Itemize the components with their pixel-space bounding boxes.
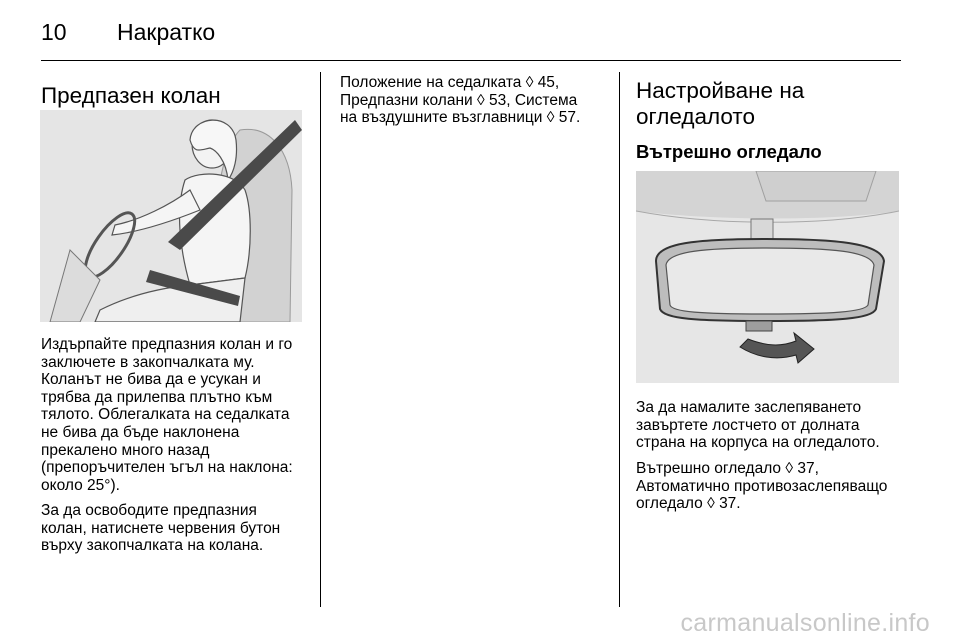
reference-page[interactable]: 45, (537, 74, 560, 91)
page-number: 10 (41, 19, 67, 45)
reference-label: Положение на седалката (340, 74, 526, 91)
xref-icon: ◊ (476, 91, 485, 109)
seat-belt-paragraph-1: Издърпайте предпазния колан и го заключете в закопчалката му. Коланът не бива да е усукан и трябва да прилепва плътно към тялото. Облегалката на седалката не бива да бъде наклонена прекалено много назад (препоръчителен ъгъл на наклона: около 25°). (41, 336, 293, 494)
watermark: carmanualsonline.info (680, 609, 930, 637)
seat-belt-illustration (40, 110, 302, 322)
reference-line-autodim (636, 478, 916, 496)
seat-belt-heading: Предпазен колан (41, 83, 221, 108)
reference-page[interactable]: 37, (797, 460, 819, 477)
reference-page[interactable]: 37. (719, 495, 741, 513)
mirror-adjustment-heading: Настройване на огледалото (636, 78, 805, 129)
header-rule (41, 60, 901, 61)
mirror-references (636, 460, 916, 513)
mirror-paragraph: За да намалите заслепяването завъртете лостчето от долната страна на корпуса на огледалото. (636, 399, 880, 452)
column-divider-1 (320, 72, 321, 607)
reference-line-seat-position (340, 74, 610, 92)
reference-page[interactable]: 53, Система (488, 91, 578, 109)
interior-mirror-subheading: Вътрешно огледало (636, 141, 822, 162)
reference-label: Автоматично противозаслепяващо (636, 477, 888, 495)
reference-label: Вътрешно огледало (636, 460, 786, 477)
xref-icon: ◊ (707, 495, 715, 513)
reference-label: Предпазни колани (340, 91, 477, 109)
xref-icon: ◊ (785, 460, 794, 477)
reference-line-seat-belts (340, 92, 610, 110)
column-divider-2 (619, 72, 620, 607)
xref-icon: ◊ (546, 109, 555, 127)
reference-line-interior-mirror (636, 460, 916, 478)
seat-belt-references (340, 74, 610, 127)
reference-line-airbags (340, 109, 610, 127)
reference-page[interactable]: 57. (558, 109, 581, 127)
reference-label: на въздушните възглавници (340, 109, 547, 127)
seat-belt-paragraph-2: За да освободите предпазния колан, натиснете червения бутон върху закопчалката на колана. (41, 502, 281, 555)
running-title: Накратко (117, 19, 216, 45)
xref-icon: ◊ (525, 74, 534, 91)
reference-label: огледало (636, 495, 708, 513)
reference-line-autodim-mirror (636, 495, 916, 513)
interior-mirror-illustration (636, 171, 899, 383)
